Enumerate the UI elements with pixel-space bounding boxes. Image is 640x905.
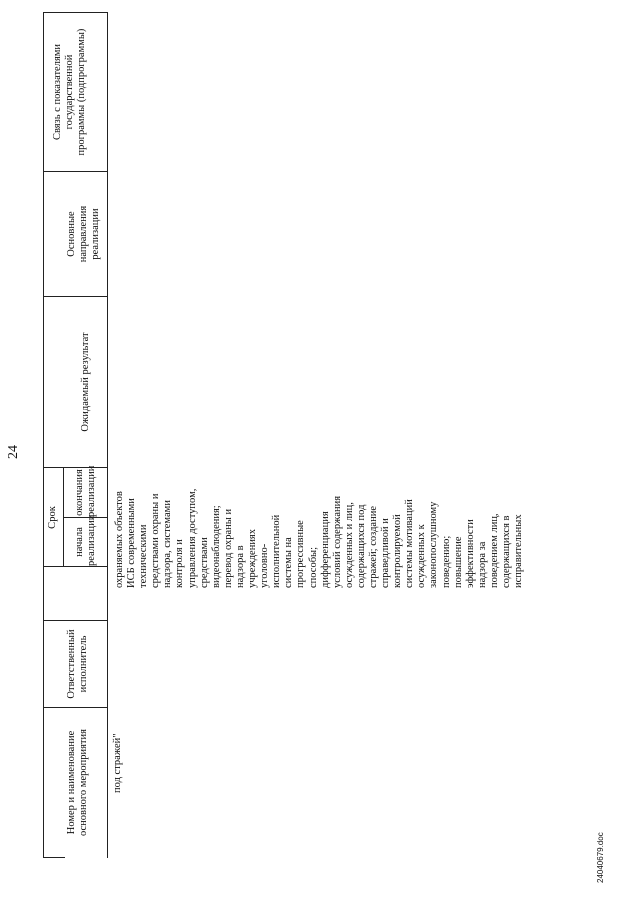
directions-line: дифференциация bbox=[319, 511, 331, 588]
directions-line: средствами охраны и bbox=[150, 493, 162, 588]
directions-cell bbox=[114, 168, 525, 588]
header-bottom-border bbox=[107, 12, 108, 858]
col-border-1 bbox=[43, 857, 65, 858]
directions-line: исполнительной bbox=[271, 514, 283, 588]
directions-line: системы мотиваций bbox=[404, 499, 416, 588]
directions-line: поведением лиц, bbox=[488, 513, 500, 588]
directions-line: повышение bbox=[452, 536, 464, 588]
directions-line: контроля и bbox=[174, 539, 186, 588]
footer-filename: 24040679.doc bbox=[596, 832, 605, 883]
directions-line: средствами bbox=[198, 537, 210, 588]
directions-line: надзора, системами bbox=[162, 500, 174, 588]
header-term-end-line-1: окончания bbox=[74, 469, 85, 516]
directions-line: исправительных bbox=[513, 514, 525, 588]
header-term: Срок bbox=[47, 506, 58, 529]
table-top-border bbox=[43, 12, 44, 858]
directions-line: способы; bbox=[307, 546, 319, 588]
measure-cell-text: под стражей" bbox=[112, 733, 123, 793]
directions-line: условий содержания bbox=[331, 495, 343, 588]
directions-line: ИСБ современными bbox=[126, 498, 138, 588]
header-executor bbox=[66, 621, 90, 707]
header-link-line-3: программы (подпрограммы) bbox=[76, 28, 87, 156]
directions-line: законопослушному bbox=[428, 501, 440, 588]
header-term-start bbox=[74, 514, 98, 566]
header-measure-line-2: основного мероприятия bbox=[78, 729, 89, 836]
col-border-7 bbox=[43, 296, 108, 297]
header-term-start-line-2: реализации bbox=[86, 514, 97, 566]
directions-line: уголовно- bbox=[259, 543, 271, 588]
directions-line: содержащихся в bbox=[501, 515, 512, 588]
directions-line: надзора за bbox=[476, 541, 488, 588]
directions-line: охраняемых объектов bbox=[114, 491, 125, 588]
directions-line: учреждениях bbox=[247, 528, 259, 588]
directions-line: контролируемой bbox=[392, 514, 404, 588]
header-directions-line-3: реализации bbox=[90, 208, 101, 260]
directions-line: осужденных и лиц, bbox=[343, 502, 355, 588]
header-result: Ожидаемый результат bbox=[80, 332, 91, 432]
directions-line: эффективности bbox=[464, 519, 476, 588]
header-link bbox=[52, 13, 88, 171]
directions-line: поведению; bbox=[440, 535, 452, 588]
directions-line: содержащихся под bbox=[355, 504, 367, 588]
header-term-end-line-2: реализации bbox=[86, 465, 97, 517]
directions-line: осужденных к bbox=[416, 524, 428, 588]
header-term-start-line-1: начала bbox=[74, 527, 85, 557]
directions-line: прогрессивные bbox=[295, 520, 307, 588]
header-link-line-1: Связь с показателями bbox=[52, 43, 63, 141]
directions-line: перевод охраны и bbox=[222, 508, 234, 588]
directions-line: стражей; создание bbox=[367, 506, 379, 588]
directions-line: надзора в bbox=[234, 545, 246, 588]
directions-line: системы на bbox=[283, 537, 295, 588]
directions-line: видеонаблюдения; bbox=[210, 505, 222, 588]
directions-line: справедливой и bbox=[380, 518, 392, 588]
header-link-line-2: государственной bbox=[64, 54, 75, 130]
header-directions-line-2: направления bbox=[78, 205, 89, 263]
header-term-end bbox=[74, 465, 98, 517]
directions-line: управления доступом, bbox=[186, 488, 198, 588]
header-measure-line-1: Номер и наименование bbox=[66, 730, 77, 835]
directions-line: техническими bbox=[138, 524, 150, 588]
header-directions-line-1: Основные bbox=[66, 211, 77, 257]
header-directions bbox=[66, 172, 102, 296]
page-number: 24 bbox=[6, 445, 21, 459]
header-executor-line-1: Ответственный bbox=[66, 629, 77, 699]
header-measure bbox=[66, 708, 90, 857]
header-executor-line-2: исполнитель bbox=[78, 635, 89, 693]
